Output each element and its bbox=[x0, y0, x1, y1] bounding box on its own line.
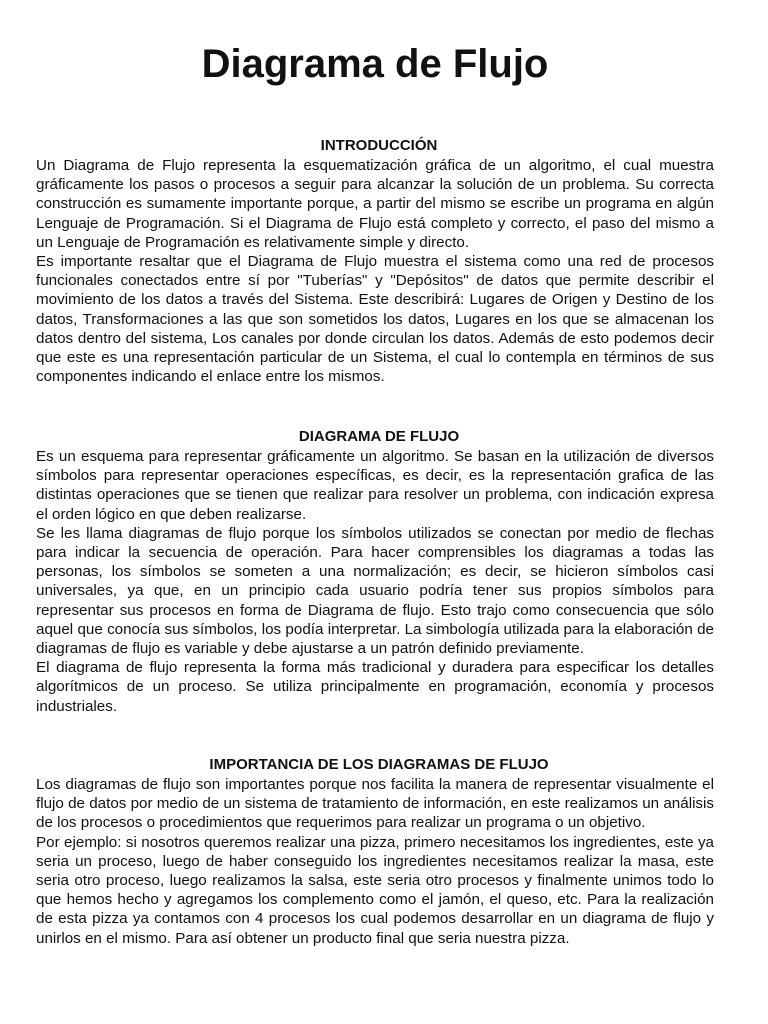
section-introduccion bbox=[36, 136, 714, 386]
section-heading: IMPORTANCIA DE LOS DIAGRAMAS DE FLUJO bbox=[209, 756, 549, 773]
section-heading: INTRODUCCIÓN bbox=[320, 137, 438, 154]
paragraph: Los diagramas de flujo son importantes porque nos facilita la manera de representar visualmente el flujo de datos por medio de un sistema de tratamiento de información, en este realizamos un análisis de los procesos o procedimientos que requerimos para realizar un programa o un objetivo. bbox=[36, 776, 714, 832]
section-heading: DIAGRAMA DE FLUJO bbox=[298, 428, 460, 445]
section-importancia bbox=[36, 755, 714, 948]
paragraph: Es un esquema para representar gráficamente un algoritmo. Se basan en la utilización de diversos símbolos para representar operaciones específicas, es decir, es la representación grafica de las distintas operaciones que se tienen que realizar para resolver un problema, con indicación expresa el orden lógico en que deben realizarse. bbox=[36, 448, 714, 523]
paragraph: Por ejemplo: si nosotros queremos realizar una pizza, primero necesitamos los ingredientes, este ya seria un proceso, luego de haber conseguido los ingredientes necesitamos realizar la masa, este seria otro proceso, luego realizamos la salsa, este seria otro procesos y finalmente unimos todo lo que hemos hecho y agregamos los complemento como el jamón, el queso, etc. Para la realización de esta pizza ya contamos con 4 procesos los cual podemos desarrollar en un diagrama de flujo y unirlos en el mismo. Para así obtener un producto final que seria nuestra pizza. bbox=[36, 833, 714, 947]
document-title: Diagrama de Flujo bbox=[201, 42, 549, 86]
section-diagrama-de-flujo bbox=[36, 427, 714, 716]
paragraph: Se les llama diagramas de flujo porque los símbolos utilizados se conectan por medio de flechas para indicar la secuencia de operación. Para hacer comprensibles los diagramas a todas las personas, los símbolos se someten a una normalización; es decir, se hicieron símbolos casi universales, ya que, en un principio cada usuario podría tener sus propios símbolos para representar sus procesos en forma de Diagrama de flujo. Esto trajo como consecuencia que sólo aquel que conocía sus símbolos, los podía interpretar. La simbología utilizada para la elaboración de diagramas de flujo es variable y debe ajustarse a un patrón definido previamente. bbox=[36, 524, 714, 658]
paragraph: Es importante resaltar que el Diagrama de Flujo muestra el sistema como una red de procesos funcionales conectados entre sí por "Tuberías" y "Depósitos" de datos que permite describir el movimiento de los datos a través del Sistema. Este describirá: Lugares de Origen y Destino de los datos, Transformaciones a las que son sometidos los datos, Lugares en los que se almacenan los datos dentro del sistema, Los canales por donde circulan los datos. Además de esto podemos decir que este es una representación particular de un Sistema, el cual lo contempla en términos de sus componentes indicando el enlace entre los mismos. bbox=[36, 253, 714, 386]
paragraph: El diagrama de flujo representa la forma más tradicional y duradera para especificar los detalles algorítmicos de un proceso. Se utiliza principalmente en programación, economía y procesos industriales. bbox=[36, 659, 714, 715]
paragraph: Un Diagrama de Flujo representa la esquematización gráfica de un algoritmo, el cual muestra gráficamente los pasos o procesos a seguir para alcanzar la solución de un problema. Su correcta construcción es sumamente importante porque, a partir del mismo se escribe un programa en algún Lenguaje de Programación. Si el Diagrama de Flujo está completo y correcto, el paso del mismo a un Lenguaje de Programación es relativamente simple y directo. bbox=[36, 157, 714, 251]
